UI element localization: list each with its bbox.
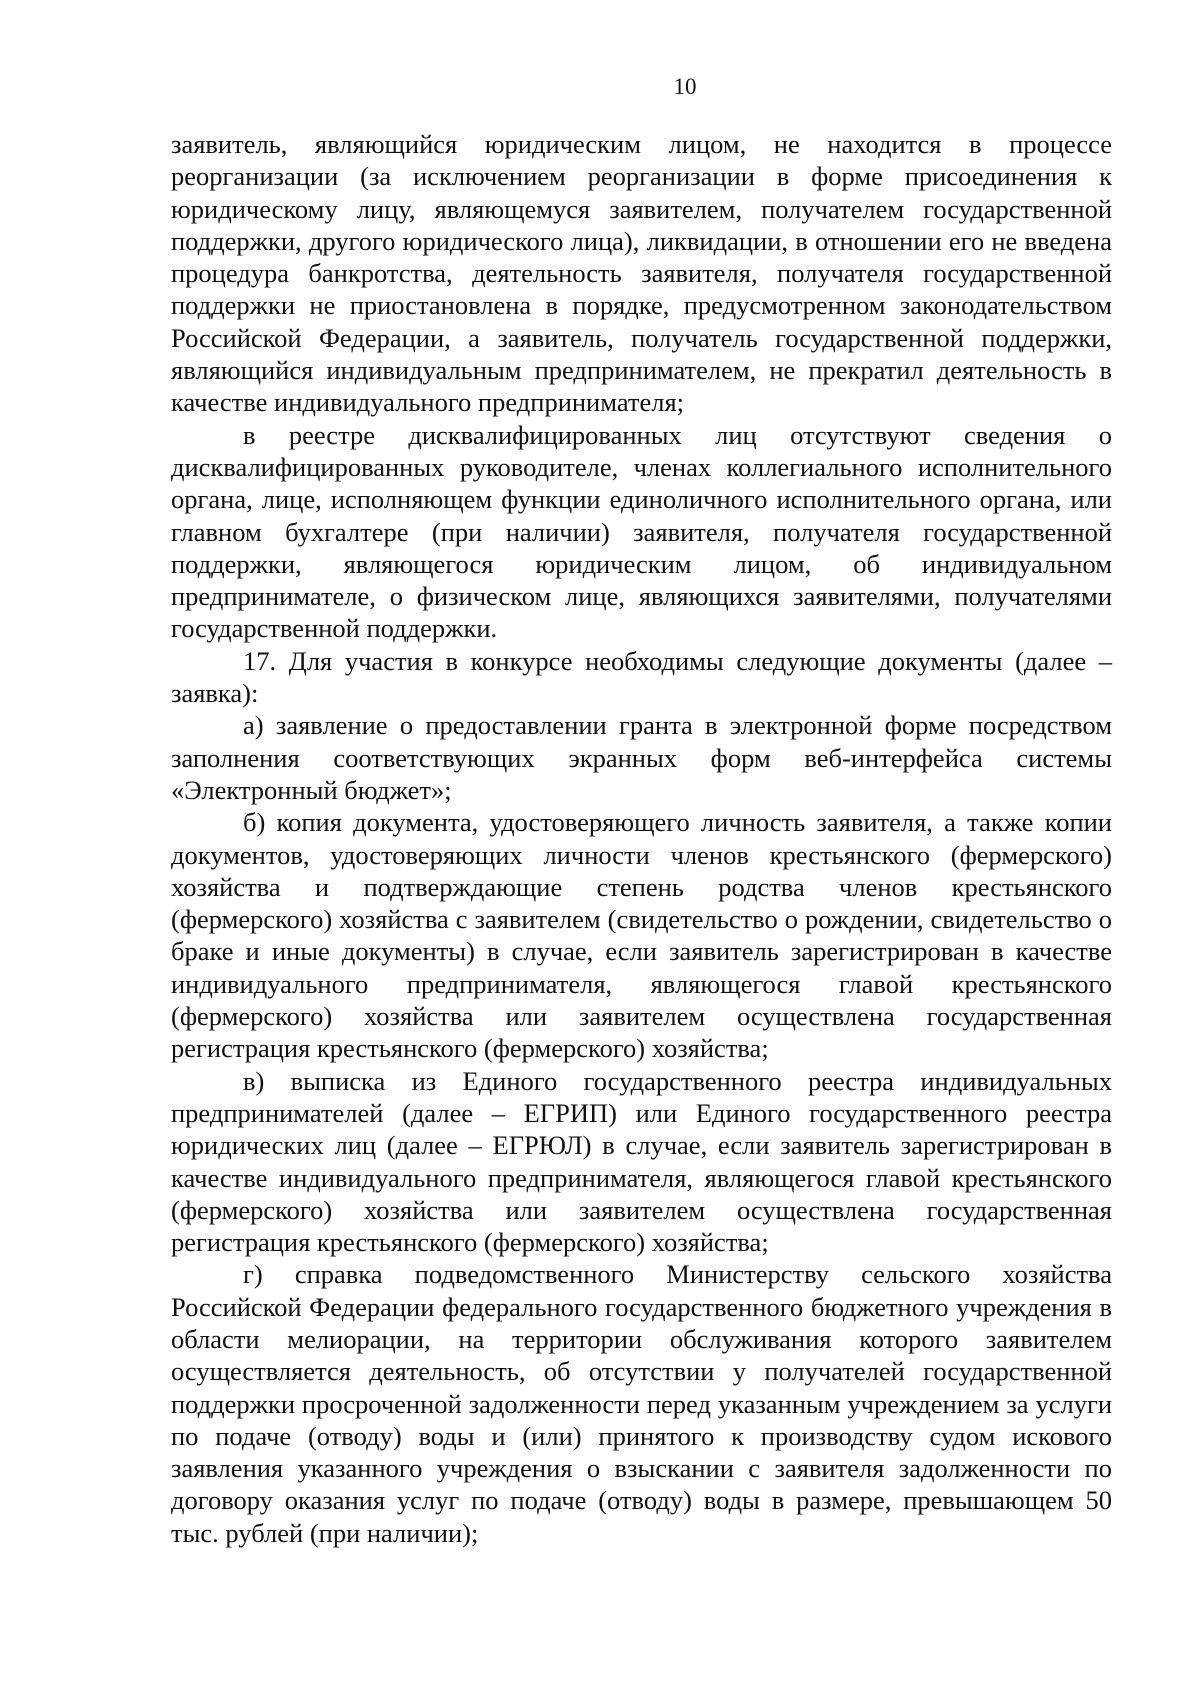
paragraph-subitem-g: г) справка подведомственного Министерству сельского хозяйства Российской Федерации федерального государственного бюджетного учреждения в области мелиорации, на территории обслуживания которого заявителем осуществляется деятельность, об отсутствии у получателей государственной поддержки просроченной задолженности перед указанным учреждением за услуги по подаче (отводу) воды и (или) принятого к производству судом искового заявления указанного учреждения о взыскании с заявителя задолженности по договору оказания услуг по подаче (отводу) воды в размере, превышающем 50 тыс. рублей (при наличии); — [171, 1259, 1112, 1548]
paragraph-subitem-v: в) выписка из Единого государственного реестра индивидуальных предпринимателей (далее – ЕГРИП) или Единого государственного реестра юридических лиц (далее – ЕГРЮЛ) в случае, если заявитель зарегистрирован в качестве индивидуального предпринимателя, являющегося главой крестьянского (фермерского) хозяйства или заявителем осуществлена государственная регистрация крестьянского (фермерского) хозяйства; — [171, 1065, 1112, 1258]
page-number: 10 — [673, 74, 697, 99]
paragraph-subitem-b: б) копия документа, удостоверяющего личность заявителя, а также копии документов, удостоверяющих личности членов крестьянского (фермерского) хозяйства и подтверждающие степень родства членов крестьянского (фермерского) хозяйства с заявителем (свидетельство о рождении, свидетельство о браке и иные документы) в случае, если заявитель зарегистрирован в качестве индивидуального предпринимателя, являющегося главой крестьянского (фермерского) хозяйства или заявителем осуществлена государственная регистрация крестьянского (фермерского) хозяйства; — [171, 807, 1112, 1064]
paragraph-continuation: заявитель, являющийся юридическим лицом, не находится в процессе реорганизации (за исключением реорганизации в форме присоединения к юридическому лицу, являющемуся заявителем, получателем государственной поддержки, другого юридического лица), ликвидации, в отношении его не введена процедура банкротства, деятельность заявителя, получателя государственной поддержки не приостановлена в порядке, предусмотренном законодательством Российской Федерации, а заявитель, получатель государственной поддержки, являющийся индивидуальным предпринимателем, не прекратил деятельность в качестве индивидуального предпринимателя; — [171, 129, 1112, 418]
paragraph-subitem-a: а) заявление о предоставлении гранта в электронной форме посредством заполнения соответствующих экранных форм веб-интерфейса системы «Электронный бюджет»; — [171, 710, 1112, 805]
document-body — [171, 128, 1112, 1549]
paragraph-item-17: 17. Для участия в конкурсе необходимы следующие документы (далее – заявка): — [171, 645, 1112, 709]
paragraph-disqualified-registry: в реестре дисквалифицированных лиц отсутствуют сведения о дисквалифицированных руководителе, членах коллегиального исполнительного органа, лице, исполняющем функции единоличного исполнительного органа, или главном бухгалтере (при наличии) заявителя, получателя государственной поддержки, являющегося юридическим лицом, об индивидуальном предпринимателе, о физическом лице, являющихся заявителями, получателями государственной поддержки. — [171, 419, 1112, 644]
